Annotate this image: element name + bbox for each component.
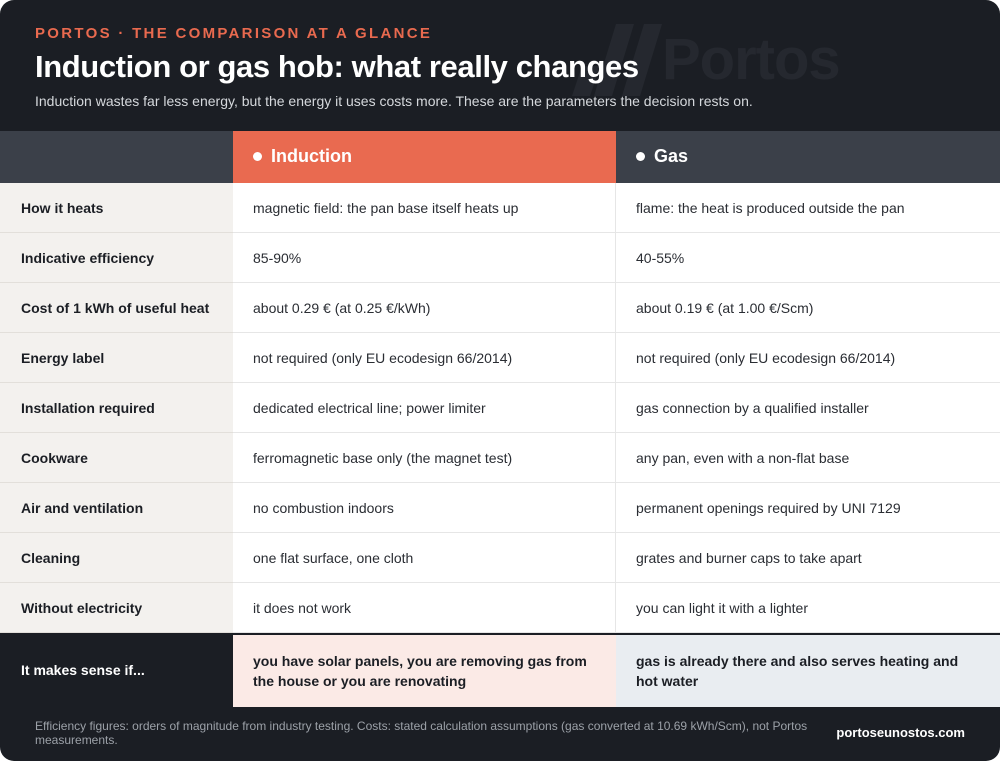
row-label: Cost of 1 kWh of useful heat <box>0 283 233 333</box>
gas-cell: any pan, even with a non-flat base <box>616 433 1000 483</box>
gas-cell: gas connection by a qualified installer <box>616 383 1000 433</box>
bullet-dot-icon <box>253 152 262 161</box>
table-row <box>0 183 1000 233</box>
table-row <box>0 233 1000 283</box>
row-label: Cookware <box>0 433 233 483</box>
table-row <box>0 583 1000 633</box>
gas-cell: you can light it with a lighter <box>616 583 1000 633</box>
verdict-gas-text: gas is already there and also serves heating and hot water <box>636 653 959 689</box>
gas-cell: not required (only EU ecodesign 66/2014) <box>616 333 1000 383</box>
column-header-gas <box>616 131 1000 183</box>
gas-cell: grates and burner caps to take apart <box>616 533 1000 583</box>
gas-cell: about 0.19 € (at 1.00 €/Scm) <box>616 283 1000 333</box>
induction-cell: magnetic field: the pan base itself heats up <box>233 183 616 233</box>
column-header-blank <box>0 131 233 183</box>
page-title: Induction or gas hob: what really changes <box>35 49 639 84</box>
gas-cell: 40-55% <box>616 233 1000 283</box>
induction-cell: about 0.29 € (at 0.25 €/kWh) <box>233 283 616 333</box>
verdict-gas <box>616 633 1000 707</box>
verdict-induction <box>233 633 616 707</box>
table-row <box>0 283 1000 333</box>
induction-cell: 85-90% <box>233 233 616 283</box>
row-label: Air and ventilation <box>0 483 233 533</box>
table-row <box>0 483 1000 533</box>
table-row <box>0 383 1000 433</box>
page-subtitle: Induction wastes far less energy, but the energy it uses costs more. These are the parameters the decision rests on. <box>35 93 753 109</box>
watermark-text: Portos <box>662 27 840 92</box>
row-label: Without electricity <box>0 583 233 633</box>
verdict-label: It makes sense if... <box>0 633 233 707</box>
table-row <box>0 333 1000 383</box>
row-label: How it heats <box>0 183 233 233</box>
footer-note: Efficiency figures: orders of magnitude from industry testing. Costs: stated calculation assumptions (gas converted at 10.69 kWh/Scm), not Portos measurements. <box>35 719 808 747</box>
gas-cell: permanent openings required by UNI 7129 <box>616 483 1000 533</box>
induction-cell: no combustion indoors <box>233 483 616 533</box>
column-header-induction <box>233 131 616 183</box>
induction-cell: ferromagnetic base only (the magnet test) <box>233 433 616 483</box>
column-header-label: Gas <box>654 146 689 166</box>
comparison-table <box>0 183 1000 633</box>
induction-cell: dedicated electrical line; power limiter <box>233 383 616 433</box>
verdict-row <box>0 633 1000 707</box>
row-label: Energy label <box>0 333 233 383</box>
gas-cell: flame: the heat is produced outside the pan <box>616 183 1000 233</box>
table-row <box>0 433 1000 483</box>
induction-cell: it does not work <box>233 583 616 633</box>
induction-cell: not required (only EU ecodesign 66/2014) <box>233 333 616 383</box>
header <box>0 0 1000 131</box>
verdict-induction-text: you have solar panels, you are removing gas from the house or you are renovating <box>253 653 587 689</box>
footer-site-link[interactable]: portoseunostos.com <box>836 725 965 740</box>
row-label: Indicative efficiency <box>0 233 233 283</box>
row-label: Installation required <box>0 383 233 433</box>
table-row <box>0 533 1000 583</box>
kicker: PORTOS · THE COMPARISON AT A GLANCE <box>35 25 433 42</box>
row-label: Cleaning <box>0 533 233 583</box>
bullet-dot-icon <box>636 152 645 161</box>
induction-cell: one flat surface, one cloth <box>233 533 616 583</box>
column-header-label: Induction <box>271 146 352 166</box>
